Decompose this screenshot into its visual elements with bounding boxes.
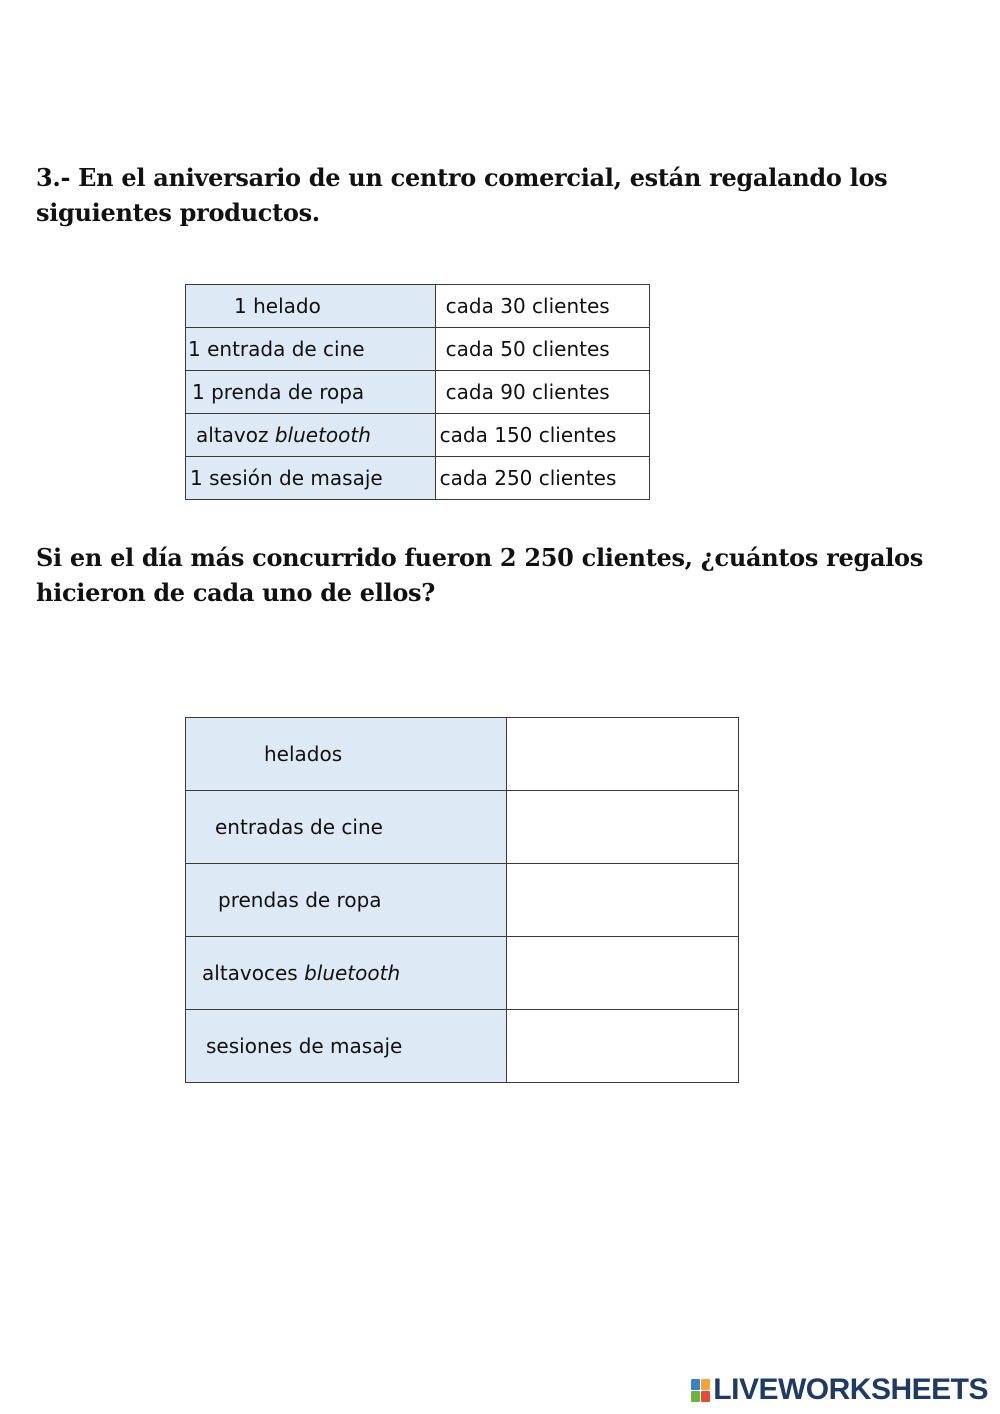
answer-input-altavoces[interactable] [507, 937, 739, 1010]
answer-label-cell: helados [186, 718, 507, 791]
answer-label-cell: entradas de cine [186, 791, 507, 864]
table-row [186, 371, 650, 414]
gift-item-cell: 1 prenda de ropa [186, 371, 436, 414]
gift-rule-cell: cada 150 clientes [435, 414, 649, 457]
question-prompt: Si en el día más concurrido fueron 2 250 clientes, ¿cuántos regalos hicieron de cada uno de ellos? [36, 543, 923, 607]
gift-item-cell: altavoz bluetooth [186, 414, 436, 457]
liveworksheets-logo [691, 1373, 988, 1407]
gift-rule-cell: cada 90 clientes [435, 371, 649, 414]
gift-rule-cell: cada 30 clientes [435, 285, 649, 328]
gift-rule-cell: cada 250 clientes [435, 457, 649, 500]
answer-input-prendas[interactable] [507, 864, 739, 937]
answer-table [185, 717, 739, 1083]
table-row [186, 414, 650, 457]
gift-item-cell: 1 entrada de cine [186, 328, 436, 371]
table-row [186, 1010, 739, 1083]
gift-item-cell: 1 sesión de masaje [186, 457, 436, 500]
answer-label-cell: altavoces bluetooth [186, 937, 507, 1010]
answer-input-entradas[interactable] [507, 791, 739, 864]
table-row [186, 285, 650, 328]
answer-input-helados[interactable] [507, 718, 739, 791]
table-row [186, 791, 739, 864]
answer-label-cell: prendas de ropa [186, 864, 507, 937]
table-row [186, 328, 650, 371]
liveworksheets-logo-icon [691, 1379, 710, 1402]
table-row [186, 864, 739, 937]
gift-table [185, 284, 650, 500]
question-title: 3.- En el aniversario de un centro comercial, están regalando los siguientes productos. [36, 163, 888, 227]
logo-text: LIVEWORKSHEETS [713, 1373, 988, 1406]
table-row [186, 718, 739, 791]
gift-item-cell: 1 helado [186, 285, 436, 328]
answer-input-sesiones[interactable] [507, 1010, 739, 1083]
answer-label-cell: sesiones de masaje [186, 1010, 507, 1083]
table-row [186, 937, 739, 1010]
table-row [186, 457, 650, 500]
gift-rule-cell: cada 50 clientes [435, 328, 649, 371]
